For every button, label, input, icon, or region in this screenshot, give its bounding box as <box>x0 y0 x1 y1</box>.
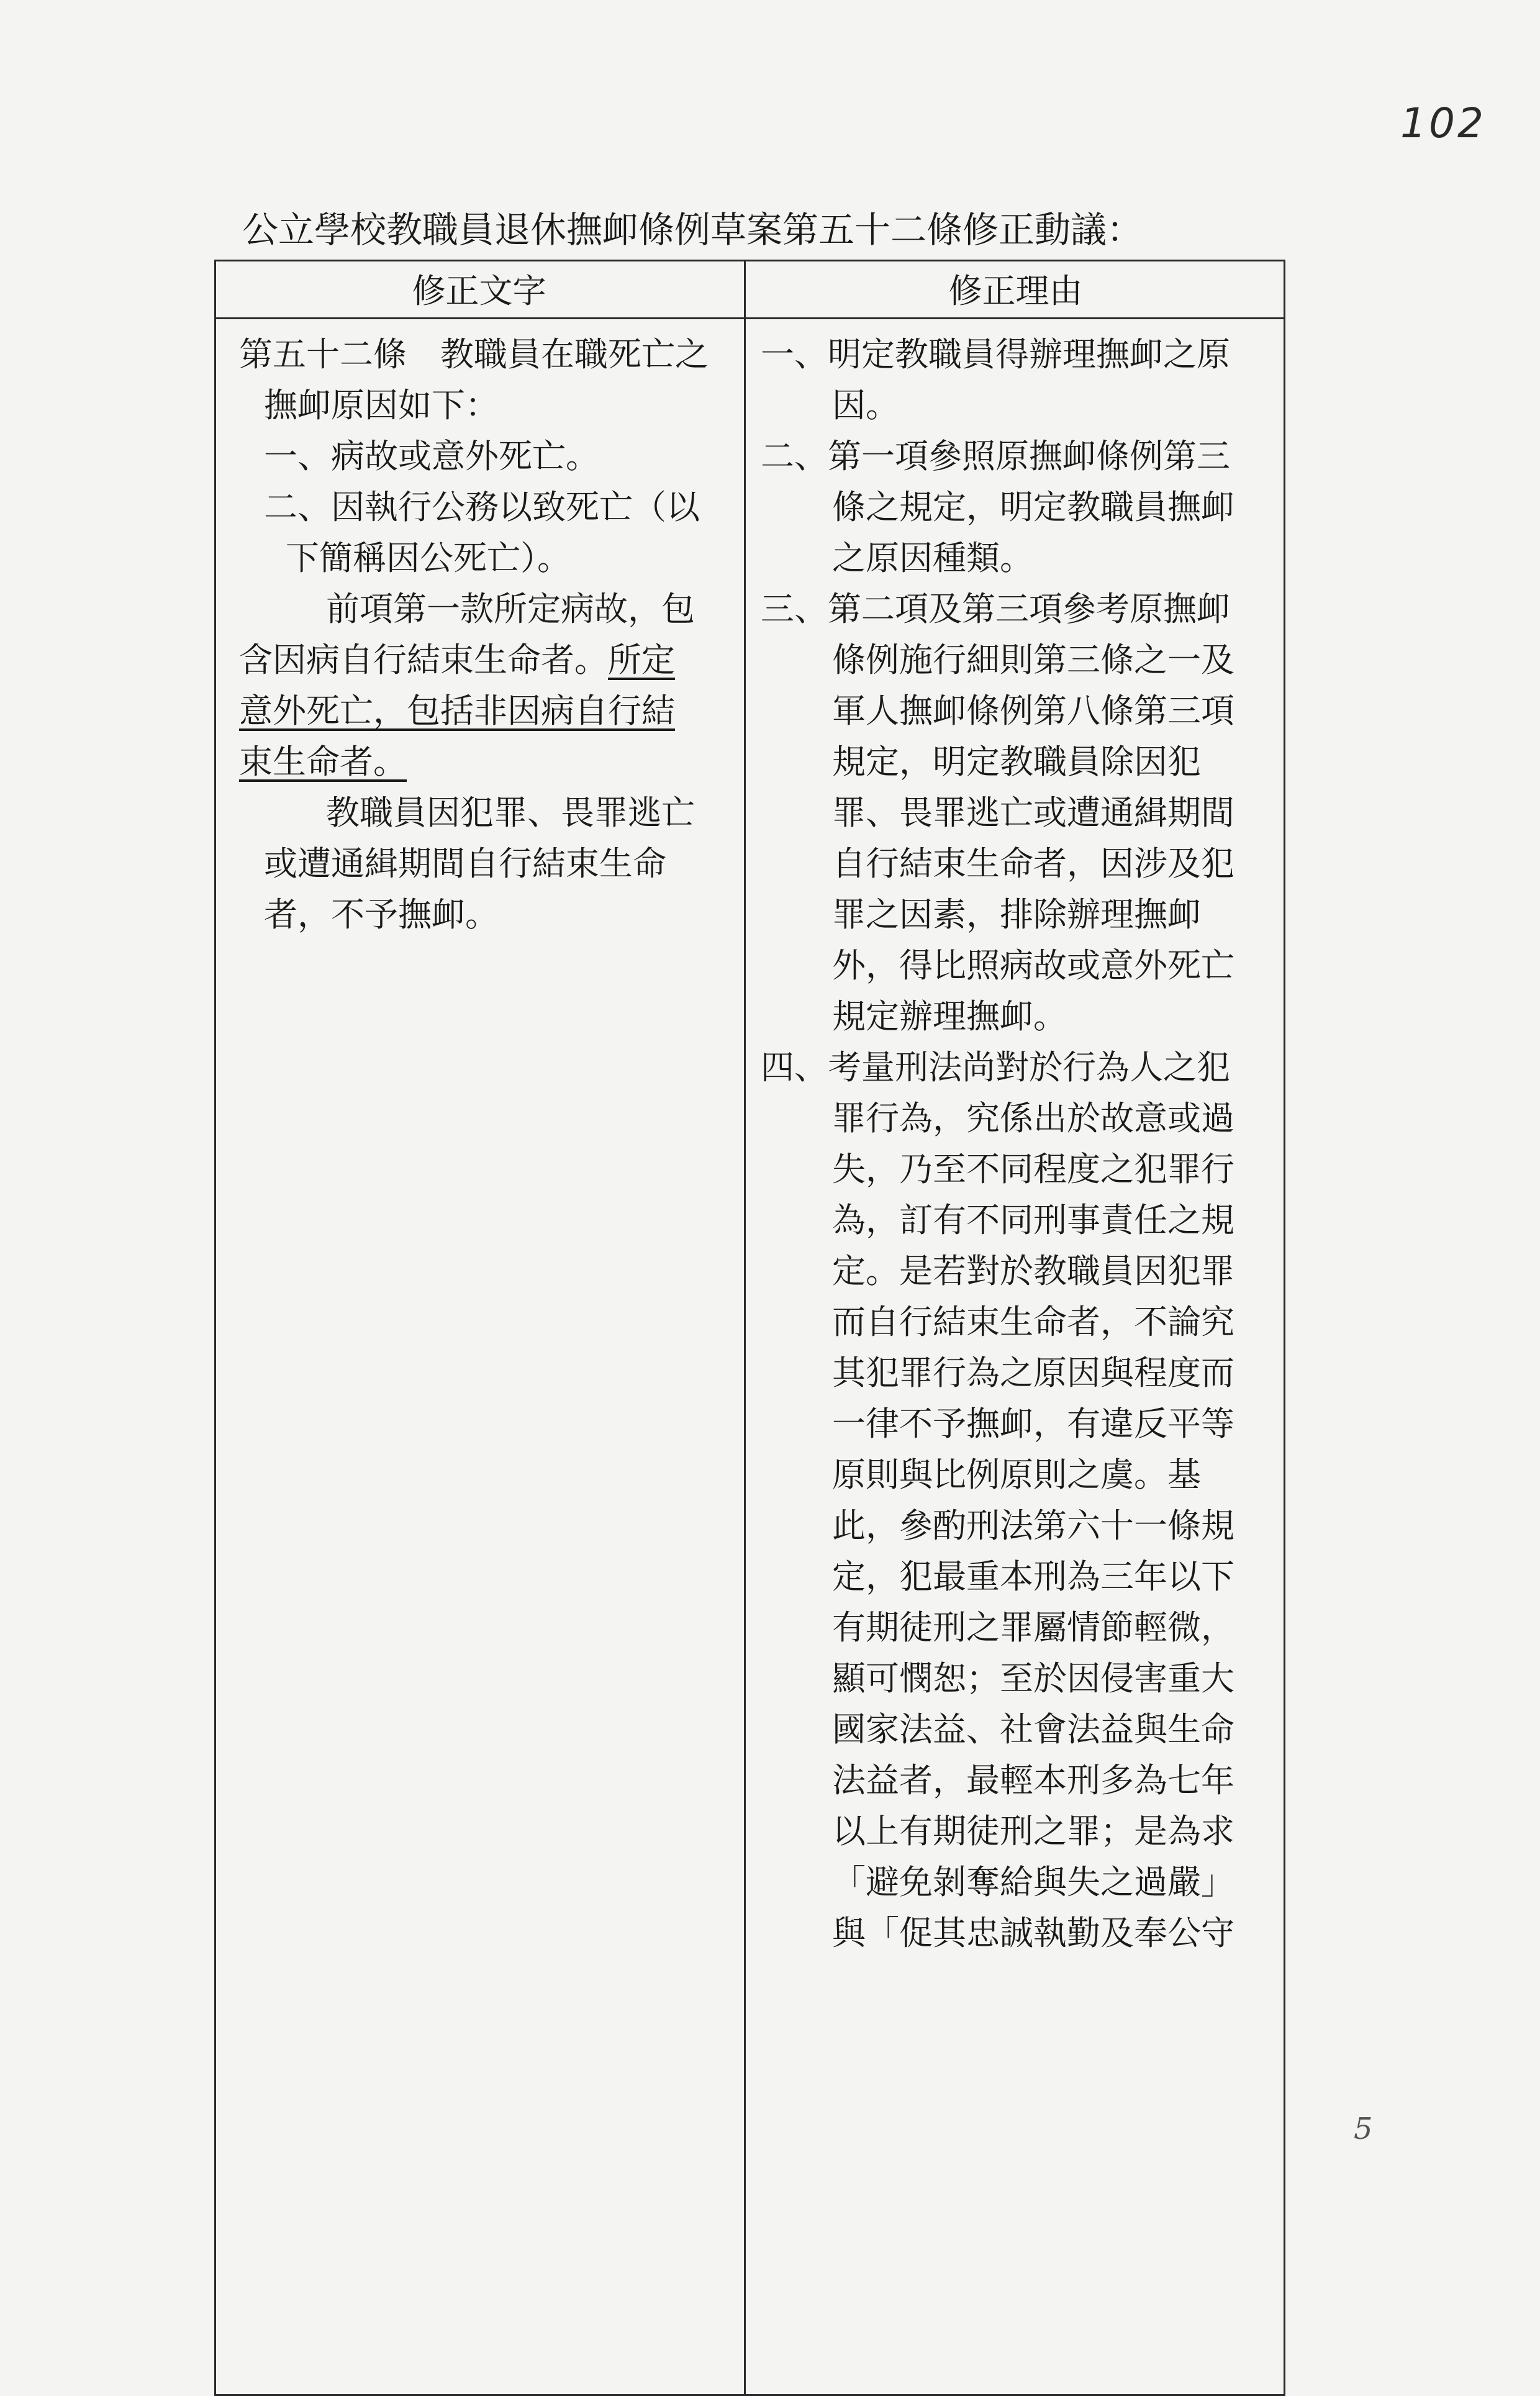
amended-text-line <box>239 635 736 686</box>
amended-text-column <box>239 329 736 940</box>
reason-line <box>761 1399 1276 1450</box>
amended-text-line <box>239 431 736 482</box>
amendment-reason-column <box>761 329 1276 1959</box>
reason-line-text: 此，參酌刑法第六十一條規 <box>832 1506 1234 1545</box>
header-amendment-reason: 修正理由 <box>948 271 1083 311</box>
reason-line <box>761 1602 1276 1653</box>
reason-line-text: 有期徒刑之罪屬情節輕微， <box>832 1608 1234 1647</box>
amended-text-line-text: 含因病自行結束生命者。 <box>239 640 608 679</box>
reason-line <box>761 1704 1276 1755</box>
reason-line-text: 四、考量刑法尚對於行為人之犯 <box>761 1048 1230 1087</box>
amended-text-underlined-text: 束生命者。 <box>239 742 407 781</box>
reason-line-text: 罪行為，究係出於故意或過 <box>832 1099 1234 1138</box>
reason-line-text: 失，乃至不同程度之犯罪行 <box>832 1150 1234 1189</box>
amended-text-line <box>239 838 736 889</box>
reason-line-text: 其犯罪行為之原因與程度而 <box>832 1353 1234 1392</box>
reason-line-text: 規定辦理撫卹。 <box>832 997 1067 1036</box>
reason-line <box>761 737 1276 787</box>
amended-text-line-text: 第五十二條 教職員在職死亡之 <box>239 335 709 374</box>
reason-line-text: 軍人撫卹條例第八條第三項 <box>832 691 1234 730</box>
reason-line-text: 三、第二項及第三項參考原撫卹 <box>761 589 1230 628</box>
reason-line <box>761 1246 1276 1297</box>
reason-line <box>761 1093 1276 1144</box>
reason-line <box>761 940 1276 991</box>
reason-line-text: 原則與比例原則之虞。基 <box>832 1455 1201 1494</box>
amended-text-line-text: 下簡稱因公死亡）。 <box>286 538 571 578</box>
reason-line <box>761 1144 1276 1195</box>
amended-text-underlined-text: 意外死亡，包括非因病自行結 <box>239 691 675 730</box>
reason-line <box>761 482 1276 533</box>
reason-line-text: 為，訂有不同刑事責任之規 <box>832 1200 1234 1240</box>
reason-line-text: 因。 <box>832 386 899 425</box>
amendment-table <box>214 260 1285 2396</box>
reason-line <box>761 787 1276 838</box>
document-title: 公立學校教職員退休撫卹條例草案第五十二條修正動議： <box>242 209 1143 251</box>
reason-line <box>761 1348 1276 1399</box>
reason-line <box>761 838 1276 889</box>
reason-line <box>761 1500 1276 1551</box>
reason-line-text: 與「促其忠誠執勤及奉公守 <box>832 1913 1234 1953</box>
reason-line-text: 而自行結束生命者，不論究 <box>832 1302 1234 1341</box>
reason-line <box>761 1297 1276 1348</box>
reason-line <box>761 1857 1276 1908</box>
reason-line-text: 條之規定，明定教職員撫卹 <box>832 488 1234 527</box>
amended-text-line <box>239 737 736 787</box>
reason-line <box>761 1450 1276 1500</box>
handwritten-page-number: 102 <box>1400 99 1486 147</box>
amended-text-line <box>239 329 736 380</box>
amended-text-line <box>239 686 736 737</box>
reason-line-text: 之原因種類。 <box>832 538 1033 578</box>
reason-line <box>761 1551 1276 1602</box>
reason-line <box>761 1908 1276 1959</box>
amended-text-line <box>239 889 736 940</box>
amended-text-line-text: 者，不予撫卹。 <box>264 895 499 934</box>
reason-line-text: 「避免剝奪給與失之過嚴」 <box>832 1863 1234 1902</box>
reason-line <box>761 1806 1276 1857</box>
reason-line-text: 二、第一項參照原撫卹條例第三 <box>761 437 1230 476</box>
reason-line-text: 規定，明定教職員除因犯 <box>832 742 1201 781</box>
reason-line-text: 外，得比照病故或意外死亡 <box>832 946 1234 985</box>
reason-line-text: 定。是若對於教職員因犯罪 <box>832 1251 1234 1291</box>
amended-text-line <box>239 787 736 838</box>
reason-line <box>761 686 1276 737</box>
reason-line <box>761 1653 1276 1704</box>
reason-line <box>761 635 1276 686</box>
reason-line-text: 一律不予撫卹，有違反平等 <box>832 1404 1234 1443</box>
reason-line <box>761 1195 1276 1246</box>
amended-text-line-text: 前項第一款所定病故，包 <box>326 589 695 628</box>
corner-mark: 5 <box>1354 2112 1373 2146</box>
amended-text-underlined-text: 所定 <box>608 640 675 679</box>
reason-line-text: 一、明定教職員得辦理撫卹之原 <box>761 335 1230 374</box>
reason-line-text: 法益者，最輕本刑多為七年 <box>832 1761 1234 1800</box>
reason-line <box>761 1755 1276 1806</box>
reason-line-text: 條例施行細則第三條之一及 <box>832 640 1234 679</box>
reason-line-text: 以上有期徒刑之罪；是為求 <box>832 1812 1234 1851</box>
reason-line <box>761 584 1276 635</box>
amended-text-line-text: 或遭通緝期間自行結束生命 <box>264 844 666 883</box>
reason-line <box>761 889 1276 940</box>
reason-line-text: 罪、畏罪逃亡或遭通緝期間 <box>832 793 1234 832</box>
reason-line-text: 自行結束生命者，因涉及犯 <box>832 844 1234 883</box>
amended-text-line <box>239 584 736 635</box>
reason-line-text: 國家法益、社會法益與生命 <box>832 1710 1234 1749</box>
column-divider <box>744 260 746 2396</box>
reason-line <box>761 991 1276 1042</box>
reason-line-text: 罪之因素，排除辦理撫卹 <box>832 895 1201 934</box>
amended-text-line-text: 撫卹原因如下： <box>264 386 499 425</box>
amended-text-line-text: 一、病故或意外死亡。 <box>264 437 599 476</box>
amended-text-line <box>239 482 736 533</box>
reason-line <box>761 533 1276 584</box>
reason-line-text: 定，犯最重本刑為三年以下 <box>832 1557 1234 1596</box>
reason-line <box>761 329 1276 380</box>
reason-line-text: 顯可憫恕；至於因侵害重大 <box>832 1659 1234 1698</box>
amended-text-line <box>239 533 736 584</box>
amended-text-line <box>239 380 736 431</box>
amended-text-line-text: 教職員因犯罪、畏罪逃亡 <box>326 793 695 832</box>
header-divider <box>214 317 1285 319</box>
reason-line <box>761 1042 1276 1093</box>
reason-line <box>761 431 1276 482</box>
amended-text-line-text: 二、因執行公務以致死亡（以 <box>264 488 700 527</box>
reason-line <box>761 380 1276 431</box>
header-amended-text: 修正文字 <box>412 271 546 311</box>
